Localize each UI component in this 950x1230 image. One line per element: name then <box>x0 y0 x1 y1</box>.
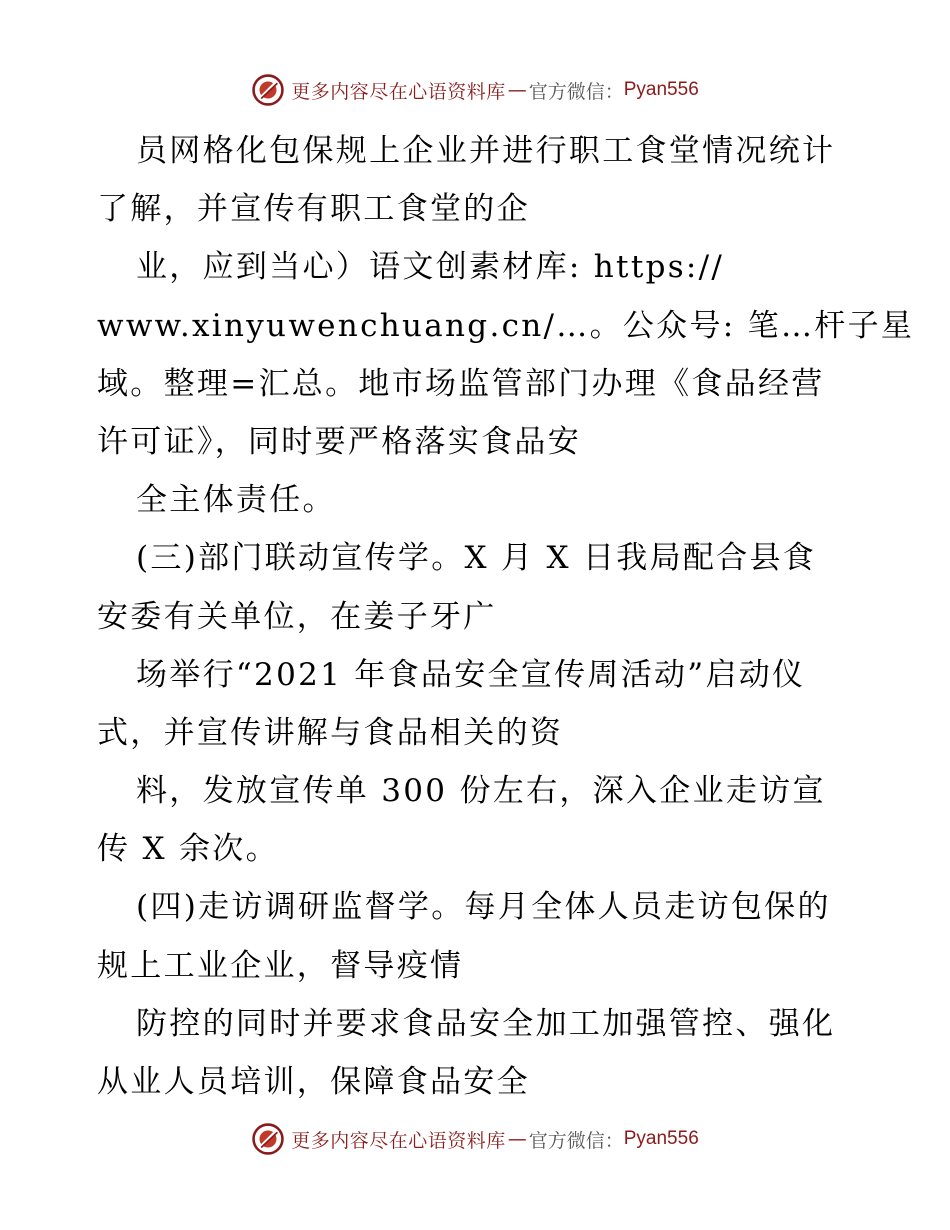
text-line: 域。整理=汇总。地市场监管部门办理《食品经营 <box>97 365 825 402</box>
watermark-id: Pyan556 <box>623 1128 699 1149</box>
watermark-text: 更多内容尽在心语资料库 <box>291 80 506 103</box>
text-line: (三)部门联动宣传学。X 月 X 日我局配合县食 <box>136 540 817 577</box>
text-line: 了解，并宣传有职工食堂的企 <box>97 191 530 228</box>
watermark-official: 官方微信： <box>528 1129 624 1152</box>
watermark-separator: — <box>507 79 527 101</box>
text-line: 传 X 余次。 <box>97 831 279 868</box>
text-line: 料，发放宣传单 300 份左右，深入企业走访宣 <box>136 773 826 810</box>
text-line: 业，应到当心）语文创素材库: https:// <box>136 249 725 286</box>
logo-icon <box>251 1122 285 1156</box>
watermark-separator: — <box>507 1128 527 1150</box>
text-line: 全主体责任。 <box>136 482 336 519</box>
text-line: www.xinyuwenchuang.cn/…。公众号: 笔…杆子星 <box>97 307 915 344</box>
text-line: 从业人员培训，保障食品安全 <box>97 1064 530 1100</box>
header-watermark <box>0 70 950 110</box>
text-line: 式，并宣传讲解与食品相关的资 <box>97 714 564 751</box>
watermark-id: Pyan556 <box>623 79 699 100</box>
text-line: 防控的同时并要求食品安全加工加强管控、强化 <box>136 1005 836 1042</box>
watermark-text: 更多内容尽在心语资料库 <box>291 1129 506 1152</box>
text-line: 员网格化包保规上企业并进行职工食堂情况统计 <box>136 133 836 169</box>
text-line: (四)走访调研监督学。每月全体人员走访包保的 <box>136 889 831 926</box>
document-body <box>97 122 915 1111</box>
watermark-official: 官方微信： <box>528 80 624 103</box>
logo-icon <box>251 73 285 107</box>
text-line: 安委有关单位，在姜子牙广 <box>97 598 497 635</box>
text-line: 场举行“2021 年食品安全宣传周活动”启动仪 <box>136 656 806 693</box>
text-line: 许可证》，同时要严格落实食品安 <box>97 423 581 460</box>
footer-watermark <box>0 1119 950 1159</box>
text-line: 规上工业企业，督导疫情 <box>97 947 464 984</box>
